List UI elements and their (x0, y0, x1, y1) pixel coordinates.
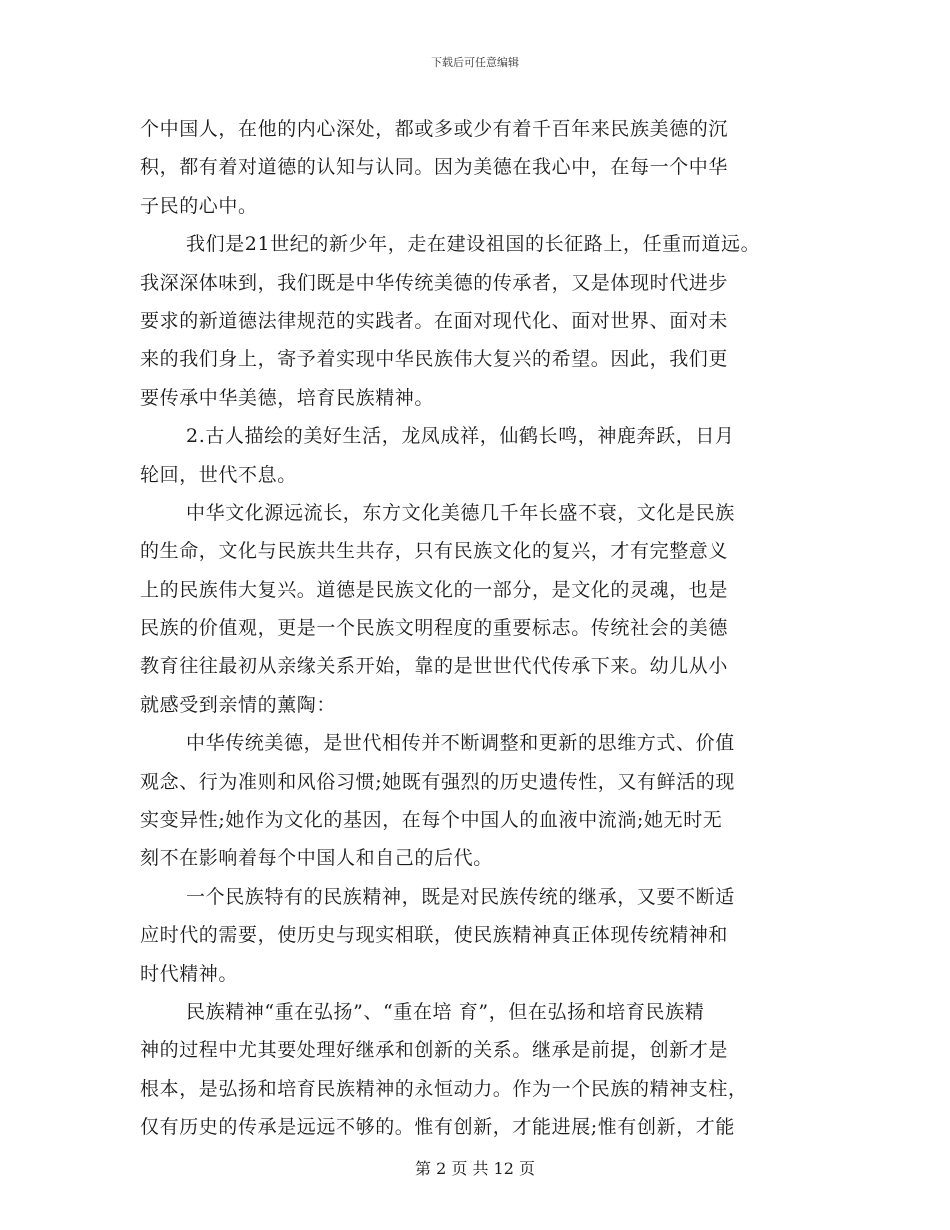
page-header: 下载后可任意编辑 (431, 56, 519, 69)
text-line: 民族精神“重在弘扬”、“重在培 育”，但在弘扬和培育民族精 (186, 1000, 705, 1023)
text-line: 实变异性;她作为文化的基因，在每个中国人的血液中流淌;她无时无 (140, 809, 723, 832)
document-body (140, 110, 810, 1147)
text-line: 刻不在影响着每个中国人和自己的后代。 (140, 847, 493, 870)
text-line: 一个民族特有的民族精神，既是对民族传统的继承，又要不断适 (186, 885, 735, 908)
text-line: 要传承中华美德，培育民族精神。 (140, 386, 435, 409)
text-line: 中华传统美德，是世代相传并不断调整和更新的思维方式、价值 (186, 732, 735, 755)
text-line: 时代精神。 (140, 962, 239, 985)
text-line: 民族的价值观，更是一个民族文明程度的重要标志。传统社会的美德 (140, 617, 729, 640)
text-line: 上的民族伟大复兴。道德是民族文化的一部分，是文化的灵魂，也是 (140, 578, 729, 601)
text-line: 我们是21世纪的新少年，走在建设祖国的长征路上，任重而道远。 (186, 233, 761, 256)
text-line: 积，都有着对道德的认知与认同。因为美德在我心中，在每一个中华 (140, 156, 729, 179)
text-line: 个中国人，在他的内心深处，都或多或少有着千百年来民族美德的沉 (140, 118, 729, 140)
text-line: 就感受到亲情的薰陶： (140, 693, 337, 716)
text-line: 应时代的需要，使历史与现实相联，使民族精神真正体现传统精神和 (140, 924, 729, 947)
text-line: 教育往往最初从亲缘关系开始，靠的是世世代代传承下来。幼儿从小 (140, 655, 729, 678)
text-line: 子民的心中。 (140, 194, 258, 217)
text-line: 的生命，文化与民族共生共存，只有民族文化的复兴，才有完整意义 (140, 540, 729, 563)
text-line: 要求的新道德法律规范的实践者。在面对现代化、面对世界、面对未 (140, 309, 729, 332)
text-line: 神的过程中尤其要处理好继承和创新的关系。继承是前提，创新才是 (140, 1039, 729, 1062)
page-number-footer: 第 2 页 共 12 页 (415, 1159, 535, 1178)
text-line: 我深深体味到，我们既是中华传统美德的传承者，又是体现时代进步 (140, 271, 729, 294)
text-line: 根本，是弘扬和培育民族精神的永恒动力。作为一个民族的精神支柱， (140, 1077, 748, 1100)
text-line: 仅有历史的传承是远远不够的。惟有创新，才能进展;惟有创新，才能 (140, 1116, 736, 1139)
text-line: 观念、行为准则和风俗习惯;她既有强烈的历史遗传性，又有鲜活的现 (140, 770, 736, 793)
text-line: 中华文化源远流长，东方文化美德几千年长盛不衰，文化是民族 (186, 501, 735, 524)
text-line: 轮回，世代不息。 (140, 463, 297, 486)
text-line: 来的我们身上，寄予着实现中华民族伟大复兴的希望。因此，我们更 (140, 348, 729, 371)
text-line: 2.古人描绘的美好生活，龙凤成祥，仙鹤长鸣，神鹿奔跃，日月 (186, 425, 735, 448)
